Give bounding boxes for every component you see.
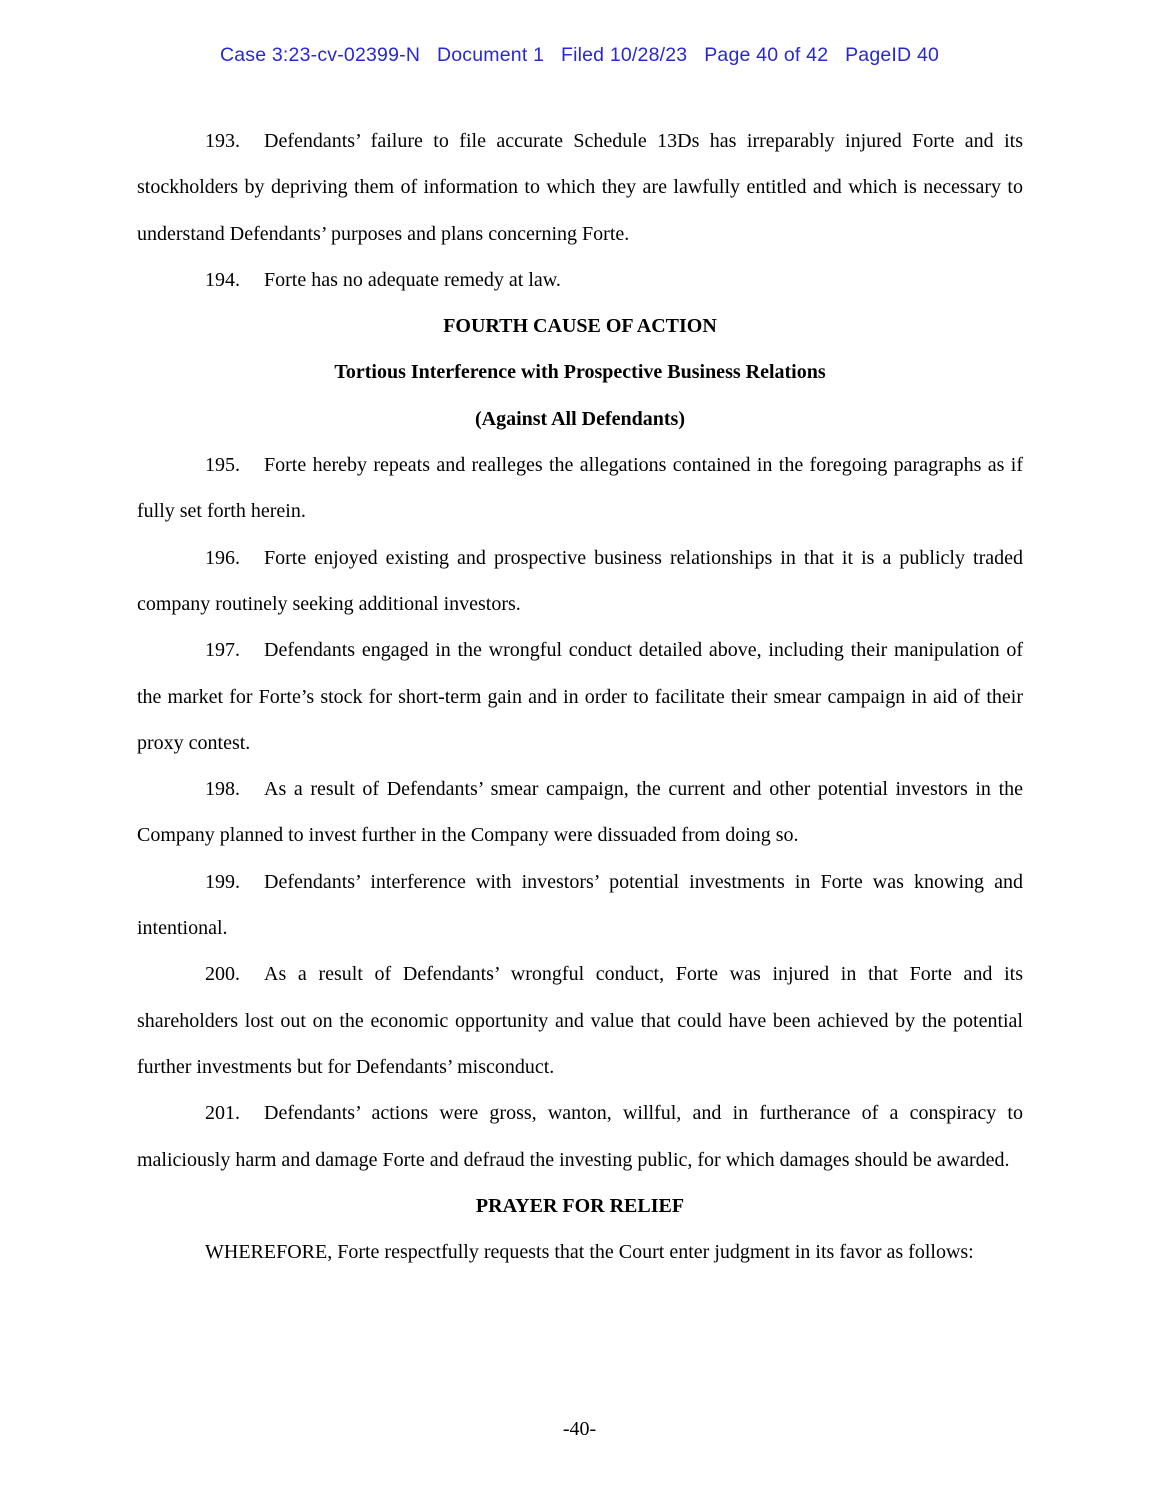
page-number: -40- [562, 1418, 597, 1440]
paragraph-text: Forte has no adequate remedy at law. [264, 268, 561, 291]
numbered-paragraph [137, 118, 1023, 257]
numbered-paragraph [137, 766, 1023, 859]
paragraph-number: 195. [205, 454, 240, 477]
numbered-paragraph [137, 627, 1023, 766]
section-heading: (Against All Defendants) [474, 407, 685, 430]
section-heading: PRAYER FOR RELIEF [475, 1194, 685, 1217]
numbered-paragraph [137, 1090, 1023, 1183]
paragraph-number: 199. [205, 870, 240, 893]
paragraph-text: Defendants engaged in the wrongful conduct detailed above, including their manipulation of the market for Forte’s stock for short-term gain and in order to facilitate their smear campaign in aid of their proxy contest. [137, 639, 1023, 754]
paragraph: WHEREFORE, Forte respectfully requests that the Court enter judgment in its favor as follows: [205, 1241, 974, 1264]
paragraph-number: 200. [205, 963, 240, 986]
paragraph-text: Forte enjoyed existing and prospective business relationships in that it is a publicly traded company routinely seeking additional investors. [137, 546, 1023, 615]
numbered-paragraph [137, 442, 1023, 535]
paragraph-number: 201. [205, 1102, 240, 1125]
section-heading: Tortious Interference with Prospective Business Relations [334, 361, 826, 384]
paragraph-text: Defendants’ actions were gross, wanton, willful, and in furtherance of a conspiracy to maliciously harm and damage Forte and defraud the investing public, for which damages should be awarded. [137, 1102, 1023, 1171]
paragraph-number: 198. [205, 778, 240, 801]
numbered-paragraph [137, 951, 1023, 1090]
paragraph-text: Defendants’ failure to file accurate Schedule 13Ds has irreparably injured Forte and its stockholders by depriving them of information to which they are lawfully entitled and which is necessary to understand Defendants’ purposes and plans concerning Forte. [137, 130, 1023, 245]
case-header-stamp: Case 3:23-cv-02399-N Document 1 Filed 10/28/23 Page 40 of 42 PageID 40 [219, 44, 940, 66]
numbered-paragraph [137, 257, 1023, 303]
paragraph-number: 197. [205, 639, 240, 662]
paragraph-text: Defendants’ interference with investors’ potential investments in Forte was knowing and intentional. [137, 870, 1023, 940]
paragraph-text: Forte hereby repeats and realleges the allegations contained in the foregoing paragraphs as if fully set forth herein. [137, 454, 1023, 523]
paragraph-number: 194. [205, 268, 240, 291]
paragraph-number: 193. [205, 130, 240, 152]
numbered-paragraph [137, 859, 1023, 952]
section-heading: FOURTH CAUSE OF ACTION [443, 315, 717, 338]
paragraph-text: As a result of Defendants’ wrongful conduct, Forte was injured in that Forte and its shareholders lost out on the economic opportunity and value that could have been achieved by the potential further investments but for Defendants’ misconduct. [137, 963, 1023, 1078]
paragraph-text: As a result of Defendants’ smear campaign, the current and other potential investors in the Company planned to invest further in the Company were dissuaded from doing so. [137, 778, 1023, 847]
paragraph-number: 196. [205, 546, 240, 569]
numbered-paragraph [137, 535, 1023, 628]
document-body [137, 118, 1023, 1275]
